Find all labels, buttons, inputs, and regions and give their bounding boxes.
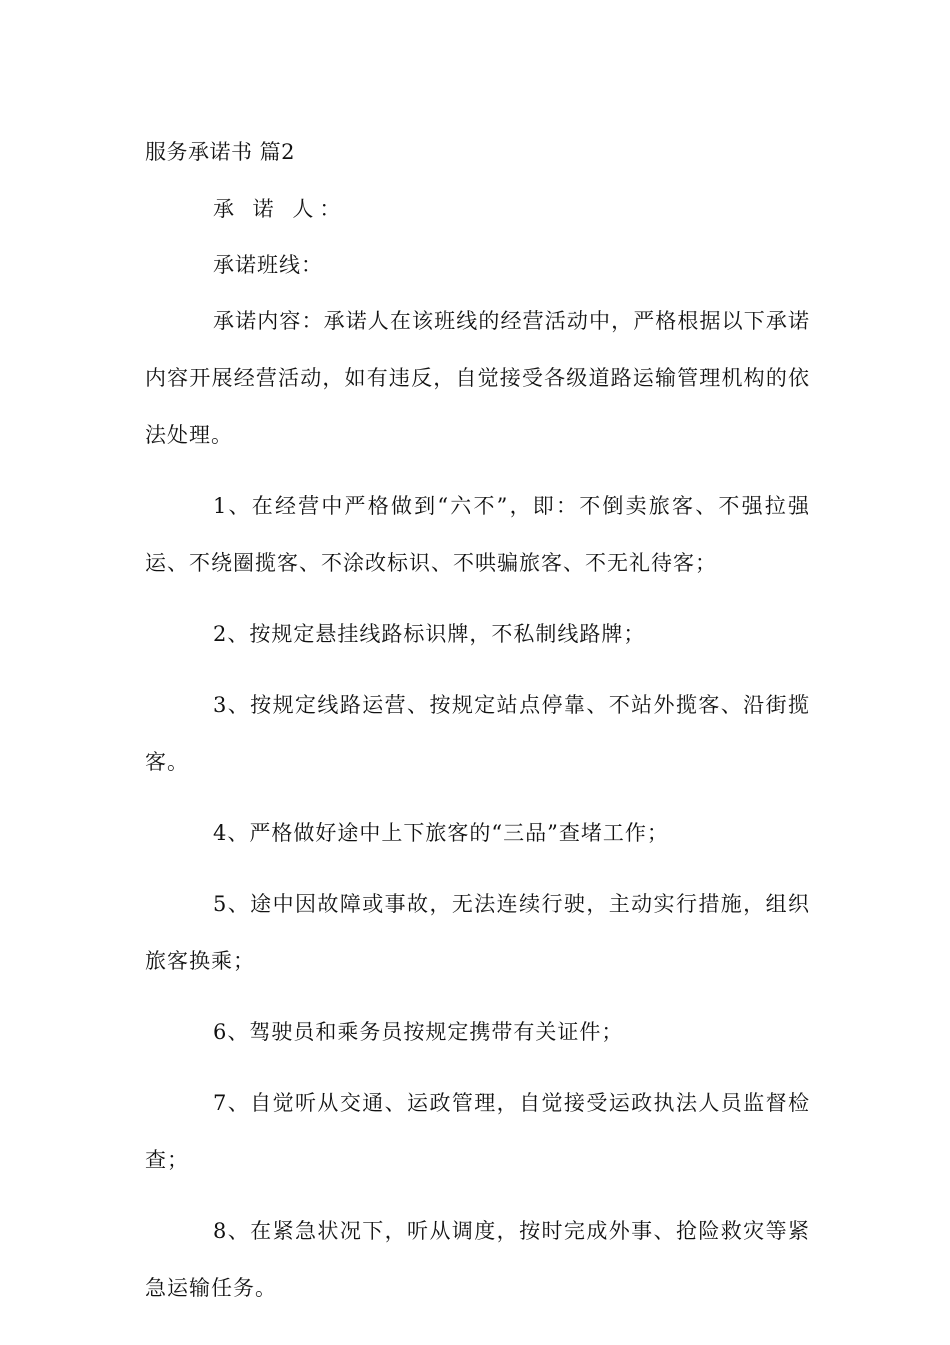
route-field: 承诺班线： bbox=[213, 253, 323, 277]
commitment-item-8: 8、在紧急状况下，听从调度，按时完成外事、抢险救灾等紧急运输任务。 bbox=[145, 1219, 810, 1300]
commitment-item-7: 7、自觉听从交通、运政管理，自觉接受运政执法人员监督检查； bbox=[145, 1091, 810, 1172]
commitment-item-1: 1、在经营中严格做到“六不”，即：不倒卖旅客、不强拉强运、不绕圈揽客、不涂改标识、不哄骗旅客、不无礼待客； bbox=[145, 494, 810, 575]
commitment-item-6: 6、驾驶员和乘务员按规定携带有关证件； bbox=[213, 1020, 624, 1044]
commitment-item-2: 2、按规定悬挂线路标识牌，不私制线路牌； bbox=[213, 622, 646, 646]
document-title: 服务承诺书 篇2 bbox=[145, 140, 296, 164]
commitment-item-4: 4、严格做好途中上下旅客的“三品”查堵工作； bbox=[213, 821, 669, 845]
promiser-field: 承 诺 人： bbox=[213, 197, 347, 221]
document-body bbox=[145, 138, 810, 1345]
commitment-item-3: 3、按规定线路运营、按规定站点停靠、不站外揽客、沿街揽客。 bbox=[145, 693, 810, 774]
commitment-item-5: 5、途中因故障或事故，无法连续行驶，主动实行措施，组织旅客换乘； bbox=[145, 892, 810, 973]
commitment-intro: 承诺内容：承诺人在该班线的经营活动中，严格根据以下承诺内容开展经营活动，如有违反，自觉接受各级道路运输管理机构的依法处理。 bbox=[145, 309, 810, 447]
